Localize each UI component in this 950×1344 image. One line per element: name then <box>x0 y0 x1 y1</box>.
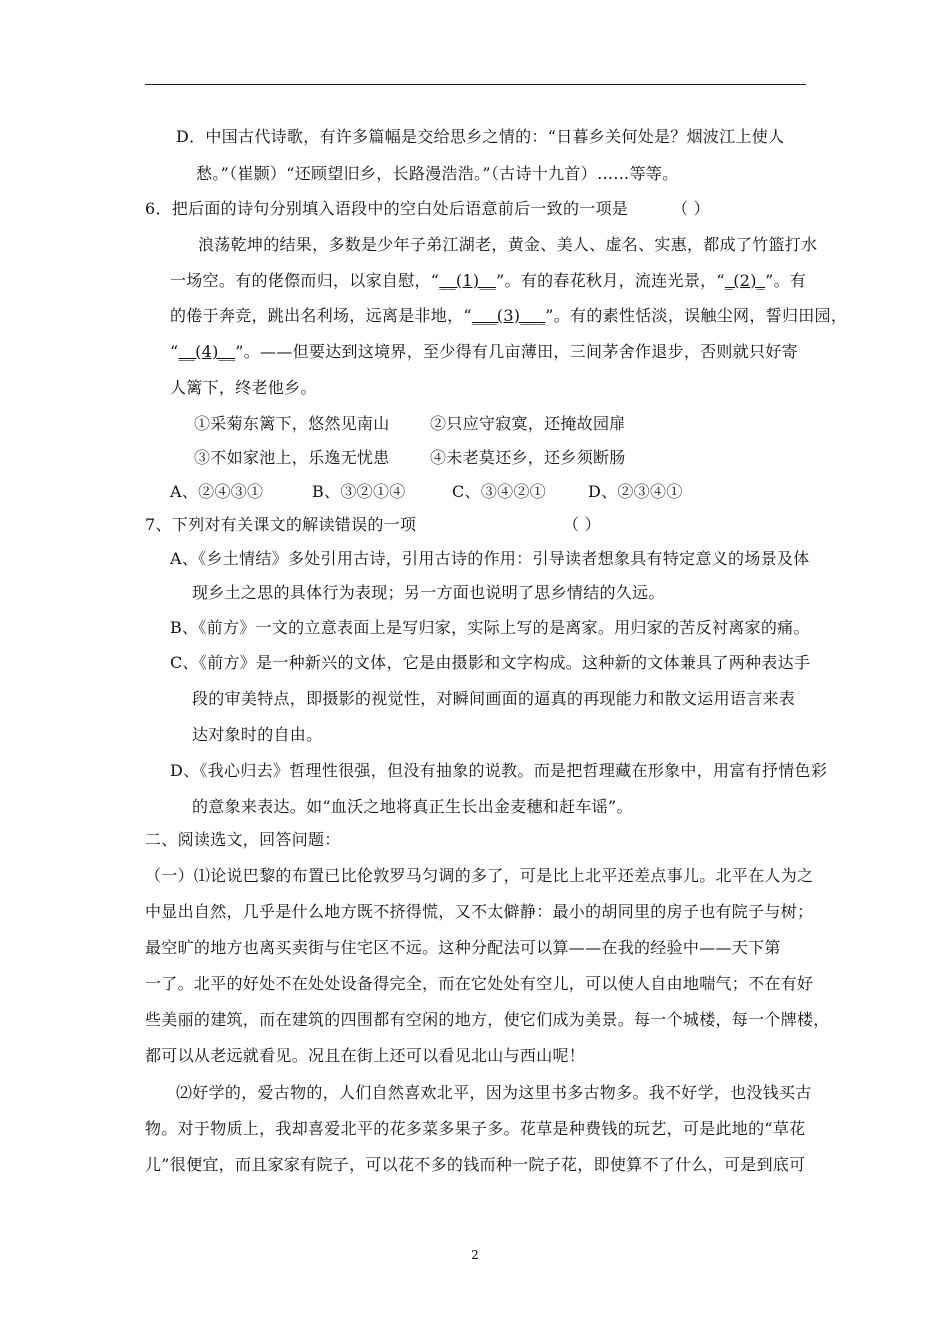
q6-choice-c: C、③④②① <box>452 482 547 501</box>
q6-passage-text: ”。有的春花秋月，流连光景，“ <box>496 271 725 290</box>
reading-para2-line2: 物。对于物质上，我却喜爱北平的花多菜多果子多。花草是种费钱的玩艺，可是此地的“草花 <box>145 1119 806 1138</box>
q6-passage-text: “ <box>170 342 179 361</box>
q6-passage-line5: 人篱下，终老他乡。 <box>170 378 317 397</box>
q6-choice-a: A、②④③① <box>170 482 264 501</box>
reading-para1-line1: （一）⑴论说巴黎的布置已比伦敦罗马匀调的多了，可是比上北平还差点事儿。北平在人为之 <box>145 866 814 885</box>
q6-verse-3: ③不如家池上，乐逸无忧患 <box>194 448 390 467</box>
q6-passage-line2 <box>170 271 806 291</box>
q6-stem: 6．把后面的诗句分别填入语段中的空白处后语意前后一致的一项是 <box>145 199 629 218</box>
section2-heading: 二、阅读选文，回答问题： <box>145 830 341 849</box>
reading-para2-line3: 儿”很便宜，而且家家有院子，可以花不多的钱而种一院子花，即使算不了什么，可是到底可 <box>145 1155 806 1174</box>
reading-para1-line4: 一了。北平的好处不在处处设备得完全，而在它处处有空儿，可以使人自由地喘气；不在有好 <box>145 974 814 993</box>
q6-passage-line1: 浪荡乾坤的结果，多数是少年子弟江湖老，黄金、美人、虚名、实惠，都成了竹篮打水 <box>198 235 818 254</box>
q6-passage-line3 <box>170 306 847 326</box>
q6-choice-b: B、③②①④ <box>312 482 406 501</box>
blank-4: __(4)__ <box>178 342 236 361</box>
q6-verse-1: ①采菊东篱下，悠然见南山 <box>194 414 390 433</box>
blank-1: __(1)__ <box>439 271 497 290</box>
q7-stem: 7、下列对有关课文的解读错误的一项 <box>145 515 417 534</box>
page-number: 2 <box>471 1248 479 1262</box>
q7-option-c-line3: 达对象时的自由。 <box>192 725 323 744</box>
q6-passage-text: 一场空。有的佬傺而归，以家自慰，“ <box>170 271 440 290</box>
q6-passage-line4 <box>170 342 798 362</box>
reading-para1-line3: 最空旷的地方也离买卖街与住宅区不远。这种分配法可以算——在我的经验中——天下第 <box>145 938 781 957</box>
q7-option-c-line1: C、《前方》是一种新兴的文体，它是由摄影和文字构成。这种新的文体兼具了两种表达手 <box>170 653 811 672</box>
q6-passage-text: 的倦于奔竞，跳出名利场，远离是非地，“ <box>170 306 472 325</box>
q7-option-c-line2: 段的审美特点，即摄影的视觉性，对瞬间画面的逼真的再现能力和散文运用语言来表 <box>192 689 796 708</box>
q7-option-a-line1: A、《乡土情结》多处引用古诗，引用古诗的作用：引导读者想象具有特定意义的场景及体 <box>170 549 810 568</box>
q6-passage-text: ”。——但要达到这境界，至少得有几亩薄田，三间茅舍作退步，否则就只好寄 <box>235 342 798 361</box>
q7-option-d-line2: 的意象来表达。如“血沃之地将真正生长出金麦穗和赶车谣”。 <box>192 797 633 816</box>
q7-option-b: B、《前方》一文的立意表面上是写归家，实际上写的是离家。用归家的苦反衬离家的痛。 <box>170 618 810 637</box>
q6-choice-d: D、②③④① <box>588 482 683 501</box>
blank-2: _(2)_ <box>724 271 766 290</box>
q7-answer-bracket: （ ） <box>563 515 601 534</box>
reading-para1-line5: 些美丽的建筑，而在建筑的四围都有空闲的地方，使它们成为美景。每一个城楼，每一个牌楼， <box>145 1010 830 1029</box>
q6-answer-bracket: （ ） <box>672 199 710 218</box>
q7-option-a-line2: 现乡土之思的具体行为表现；另一方面也说明了思乡情结的久远。 <box>192 583 665 602</box>
reading-para1-line6: 都可以从老远就看见。况且在街上还可以看见北山与西山呢！ <box>145 1046 586 1065</box>
blank-3: ___(3)___ <box>471 306 546 325</box>
q5-option-d-line1: D．中国古代诗歌，有许多篇幅是交给思乡之情的：“日暮乡关何处是？烟波江上使人 <box>176 127 785 146</box>
q5-option-d-line2: 愁。”（崔颢）“还顾望旧乡，长路漫浩浩。”（古诗十九首）……等等。 <box>196 164 679 183</box>
reading-para2-line1: ⑵好学的，爱古物的，人们自然喜欢北平，因为这里书多古物多。我不好学，也没钱买古 <box>176 1083 812 1102</box>
reading-para1-line2: 中显出自然，几乎是什么地方既不挤得慌，又不太僻静：最小的胡同里的房子也有院子与树； <box>145 902 814 921</box>
q7-option-d-line1: D、《我心归去》哲理性很强，但没有抽象的说教。而是把哲理藏在形象中，用富有抒情色彩 <box>170 761 828 780</box>
q6-passage-text: ”。有的素性恬淡，误触尘网，誓归田园， <box>545 306 848 325</box>
q6-verse-4: ④未老莫还乡，还乡须断肠 <box>430 448 626 467</box>
q6-passage-text: ”。有 <box>765 271 807 290</box>
q6-verse-2: ②只应守寂寞，还掩故园扉 <box>430 414 626 433</box>
header-rule <box>145 84 806 85</box>
